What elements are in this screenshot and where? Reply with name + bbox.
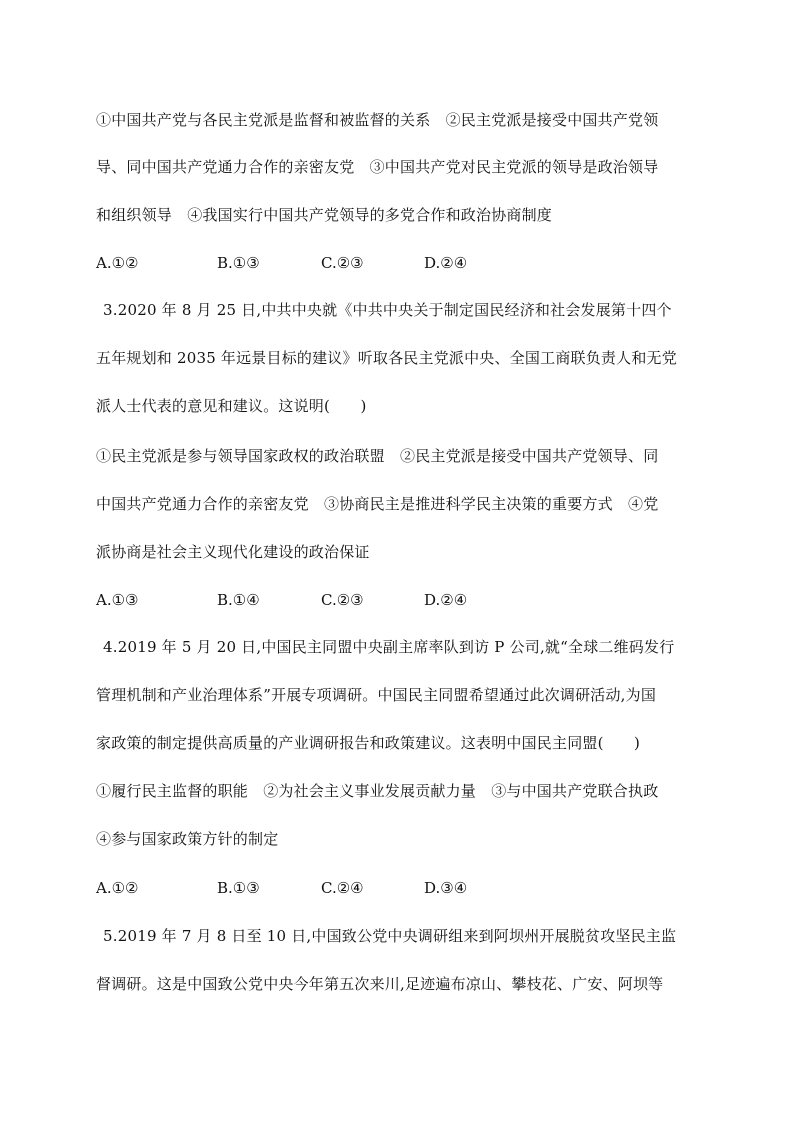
q2-choice-line-3: 和组织领导 ④我国实行中国共产党领导的多党合作和政治协商制度 xyxy=(96,206,553,224)
q4-choice-line-1: ①履行民主监督的职能 ②为社会主义事业发展贡献力量 ③与中国共产党联合执政 xyxy=(96,782,659,800)
q4-choice-line-2: ④参与国家政策方针的制定 xyxy=(96,830,279,848)
q3-stem-line-3: 派人士代表的意见和建议。这说明( ) xyxy=(96,397,367,415)
q3-stem-line-2: 五年规划和 2035 年远景目标的建议》听取各民主党派中央、全国工商联负责人和无党 xyxy=(96,349,677,367)
q3-option-c: C.②③ xyxy=(321,591,364,609)
q5-stem-line-1: 5.2019 年 7 月 8 日至 10 日,中国致公党中央调研组来到阿坝州开展脱贫攻坚民主监 xyxy=(103,927,677,945)
q3-options xyxy=(96,590,696,610)
q2-option-b: B.①③ xyxy=(217,254,260,272)
q2-option-a: A.①② xyxy=(96,254,139,272)
q4-stem-line-2: 管理机制和产业治理体系”开展专项调研。中国民主同盟希望通过此次调研活动,为国 xyxy=(96,686,657,704)
q4-stem-line-1: 4.2019 年 5 月 20 日,中国民主同盟中央副主席率队到访 P 公司,就“全球二维码发行 xyxy=(103,638,675,656)
q3-choice-line-2: 中国共产党通力合作的亲密友党 ③协商民主是推进科学民主决策的重要方式 ④党 xyxy=(96,495,659,513)
q4-option-b: B.①③ xyxy=(217,879,260,897)
q2-choice-line-1: ①中国共产党与各民主党派是监督和被监督的关系 ②民主党派是接受中国共产党领 xyxy=(96,111,659,129)
q2-option-c: C.②③ xyxy=(321,254,364,272)
q4-option-d: D.③④ xyxy=(424,879,468,897)
q3-choice-line-3: 派协商是社会主义现代化建设的政治保证 xyxy=(96,543,370,561)
q3-option-b: B.①④ xyxy=(217,591,260,609)
q4-stem-line-3: 家政策的制定提供高质量的产业调研报告和政策建议。这表明中国民主同盟( ) xyxy=(96,734,641,752)
q4-option-a: A.①② xyxy=(96,879,139,897)
q3-stem-line-1: 3.2020 年 8 月 25 日,中共中央就《中共中央关于制定国民经济和社会发展第十四个 xyxy=(103,301,672,319)
q2-option-d: D.②④ xyxy=(424,254,468,272)
q4-options xyxy=(96,878,696,898)
q5-stem-line-2: 督调研。这是中国致公党中央今年第五次来川,足迹遍布凉山、攀枝花、广安、阿坝等 xyxy=(96,975,664,993)
q3-choice-line-1: ①民主党派是参与领导国家政权的政治联盟 ②民主党派是接受中国共产党领导、同 xyxy=(96,447,659,465)
q3-option-a: A.①③ xyxy=(96,591,139,609)
q4-option-c: C.②④ xyxy=(321,879,364,897)
q2-choice-line-2: 导、同中国共产党通力合作的亲密友党 ③中国共产党对民主党派的领导是政治领导 xyxy=(96,158,659,176)
q3-option-d: D.②④ xyxy=(424,591,468,609)
q2-options xyxy=(96,253,696,273)
